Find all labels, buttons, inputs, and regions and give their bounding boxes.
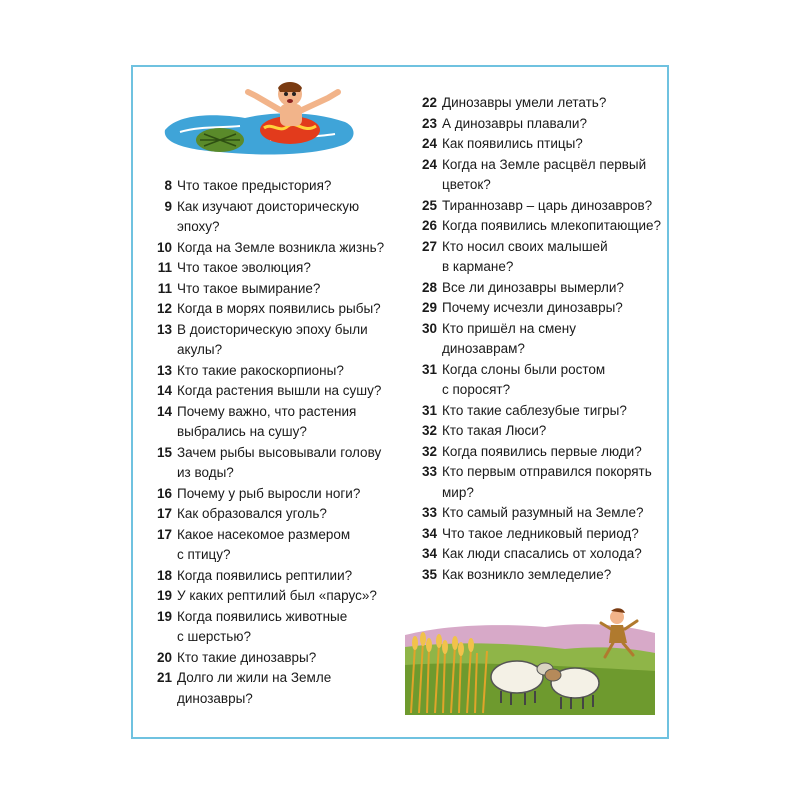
entry-title: Почему исчезли динозавры?	[442, 300, 623, 315]
entry-title: Когда появились рептилии?	[177, 567, 353, 583]
entry-title: Когда появились первые люди?	[442, 443, 642, 459]
page-number: 21	[156, 670, 172, 685]
toc-entry[interactable]	[147, 279, 397, 300]
toc-entry[interactable]	[147, 586, 397, 607]
toc-entry[interactable]	[412, 442, 662, 463]
entry-title: Когда на Земле расцвёл первый цветок?	[442, 156, 647, 192]
entry-title: Что такое эволюция?	[177, 260, 311, 275]
page-number: 10	[156, 239, 172, 255]
page-number: 31	[421, 361, 437, 377]
page-number: 17	[156, 526, 172, 542]
page-number: 34	[421, 546, 437, 561]
page-number: 24	[421, 156, 437, 172]
toc-entry[interactable]	[412, 401, 662, 422]
page-number: 32	[421, 423, 437, 438]
toc-entry[interactable]	[412, 462, 662, 503]
entry-title: Долго ли жили на Земле динозавры?	[177, 670, 332, 706]
toc-entry[interactable]	[412, 565, 662, 586]
toc-entry[interactable]	[412, 114, 662, 135]
toc-entry[interactable]	[412, 524, 662, 545]
page-number: 14	[156, 403, 172, 419]
entry-title: У каких рептилий был «парус»?	[177, 588, 377, 603]
entry-title: Кто такие саблезубые тигры?	[442, 402, 627, 418]
page-number: 20	[156, 649, 172, 665]
page-number: 29	[421, 300, 437, 315]
toc-entry[interactable]	[147, 648, 397, 669]
toc-entry[interactable]	[147, 566, 397, 587]
toc-entry[interactable]	[147, 381, 397, 402]
toc-entry[interactable]	[412, 237, 662, 278]
entry-title: Кто такие динозавры?	[177, 649, 317, 665]
page-number: 35	[421, 566, 437, 582]
boy-swimming-with-ring-illustration	[160, 82, 360, 164]
entry-title: Тираннозавр – царь динозавров?	[442, 197, 653, 213]
toc-entry[interactable]	[412, 319, 662, 360]
toc-entry[interactable]	[147, 299, 397, 320]
page-number: 14	[156, 383, 172, 398]
entry-title: В доисторическую эпоху были акулы?	[177, 321, 368, 357]
toc-entry[interactable]	[147, 504, 397, 525]
toc-entry[interactable]	[147, 258, 397, 279]
entry-title: А динозавры плавали?	[442, 115, 587, 131]
entry-title: Динозавры умели летать?	[442, 95, 607, 110]
toc-entry[interactable]	[412, 360, 662, 401]
entry-title: Что такое вымирание?	[177, 280, 321, 296]
entry-title: Когда появились животные с шерстью?	[177, 608, 348, 644]
entry-title: Как появились птицы?	[442, 136, 583, 151]
page-number: 30	[421, 320, 437, 336]
entry-title: Что такое ледниковый период?	[442, 525, 639, 541]
toc-entry[interactable]	[147, 402, 397, 443]
page-number: 22	[421, 95, 437, 110]
toc-entry[interactable]	[147, 484, 397, 505]
page-number: 28	[421, 279, 437, 295]
entry-title: Какое насекомое размером с птицу?	[177, 526, 351, 562]
toc-entry[interactable]	[147, 443, 397, 484]
page-number: 23	[421, 115, 437, 131]
page-number: 15	[156, 444, 172, 460]
entry-title: Кто носил своих малышей в кармане?	[442, 238, 608, 274]
entry-title: Почему важно, что растения выбрались на сушу?	[177, 403, 357, 439]
entry-title: Как изучают доисторическую эпоху?	[177, 198, 360, 234]
toc-entry[interactable]	[147, 668, 397, 709]
toc-entry[interactable]	[147, 320, 397, 361]
page-number: 12	[156, 301, 172, 316]
entry-title: Кто такая Люси?	[442, 423, 547, 438]
page-number: 25	[421, 197, 437, 213]
toc-entry[interactable]	[147, 361, 397, 382]
entry-title: Почему у рыб выросли ноги?	[177, 485, 361, 501]
page-number: 24	[421, 136, 437, 151]
entry-title: Зачем рыбы высовывали голову из воды?	[177, 444, 382, 480]
entry-title: Когда в морях появились рыбы?	[177, 301, 381, 316]
entry-title: Кто самый разумный на Земле?	[442, 505, 644, 520]
sheep-and-running-man-field-illustration	[405, 605, 655, 715]
page-number: 8	[164, 178, 172, 193]
toc-entry[interactable]	[147, 607, 397, 648]
page-number: 32	[421, 443, 437, 459]
page-number: 13	[156, 362, 172, 378]
toc-entry[interactable]	[412, 93, 662, 114]
page-number: 19	[156, 608, 172, 624]
page-number: 16	[156, 485, 172, 501]
toc-entry[interactable]	[412, 421, 662, 442]
page-number: 31	[421, 402, 437, 418]
page-number: 9	[164, 198, 172, 214]
toc-entry[interactable]	[147, 525, 397, 566]
page-number: 13	[156, 321, 172, 337]
toc-left-column	[147, 176, 397, 709]
toc-entry[interactable]	[412, 155, 662, 196]
entry-title: Кто такие ракоскорпионы?	[177, 362, 344, 378]
page-number: 18	[156, 567, 172, 583]
toc-entry[interactable]	[412, 544, 662, 565]
entry-title: Когда растения вышли на сушу?	[177, 383, 382, 398]
entry-title: Когда появились млекопитающие?	[442, 218, 662, 233]
page-number: 34	[421, 525, 437, 541]
toc-entry[interactable]	[147, 197, 397, 238]
page-number: 27	[421, 238, 437, 254]
page-number: 19	[156, 588, 172, 603]
page-number: 17	[156, 506, 172, 521]
toc-entry[interactable]	[412, 216, 662, 237]
page-number: 33	[421, 505, 437, 520]
entry-title: Когда на Земле возникла жизнь?	[177, 239, 385, 255]
page-number: 33	[421, 464, 437, 479]
toc-entry[interactable]	[412, 503, 662, 524]
entry-title: Кто первым отправился покорять мир?	[442, 464, 652, 500]
entry-title: Как образовался уголь?	[177, 506, 327, 521]
toc-entry[interactable]	[412, 134, 662, 155]
entry-title: Кто пришёл на смену динозаврам?	[442, 320, 576, 356]
toc-entry[interactable]	[147, 238, 397, 259]
toc-entry[interactable]	[147, 176, 397, 197]
page-number: 11	[157, 280, 172, 296]
toc-right-column	[412, 93, 662, 585]
toc-entry[interactable]	[412, 278, 662, 299]
entry-title: Все ли динозавры вымерли?	[442, 279, 624, 295]
page-number: 11	[157, 260, 172, 275]
toc-entry[interactable]	[412, 298, 662, 319]
entry-title: Как возникло земледелие?	[442, 566, 612, 582]
entry-title: Как люди спасались от холода?	[442, 546, 642, 561]
entry-title: Что такое предыстория?	[177, 178, 332, 193]
page-number: 26	[421, 218, 437, 233]
entry-title: Когда слоны были ростом с поросят?	[442, 361, 606, 397]
toc-entry[interactable]	[412, 196, 662, 217]
